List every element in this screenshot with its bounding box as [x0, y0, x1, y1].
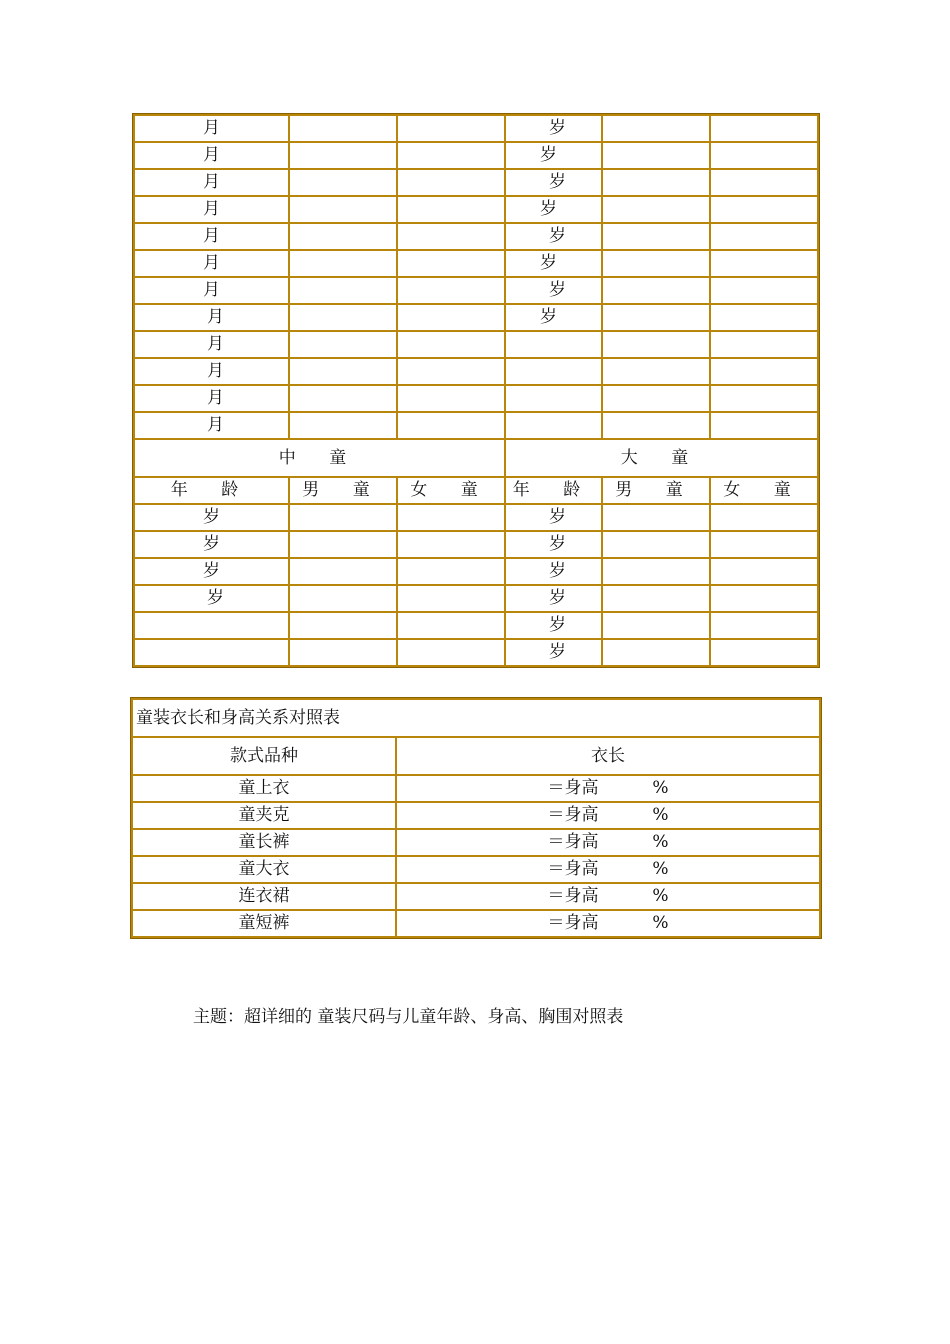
- style-cell: 童短裤: [132, 910, 396, 937]
- empty-cell: [710, 531, 818, 558]
- right-age-cell: 岁: [505, 612, 602, 639]
- empty-cell: [397, 385, 505, 412]
- formula-cell: [396, 883, 820, 910]
- empty-cell: [289, 250, 397, 277]
- age-year-cell: 岁: [505, 304, 602, 331]
- length-height-table: [131, 698, 821, 938]
- left-age-cell: 岁: [134, 504, 289, 531]
- empty-cell: [602, 169, 710, 196]
- age-month-cell: 月: [134, 142, 289, 169]
- style-cell: 童长裤: [132, 829, 396, 856]
- empty-cell: [602, 639, 710, 666]
- age-month-cell: 月: [134, 412, 289, 439]
- infant-row: [134, 304, 818, 331]
- left-age-cell: 岁: [134, 585, 289, 612]
- empty-cell: [710, 196, 818, 223]
- empty-cell: [289, 169, 397, 196]
- empty-cell: [602, 585, 710, 612]
- age-year-cell: 岁: [505, 115, 602, 142]
- age-year-cell: [505, 358, 602, 385]
- empty-cell: [602, 304, 710, 331]
- empty-cell: [289, 639, 397, 666]
- empty-cell: [710, 331, 818, 358]
- empty-cell: [710, 639, 818, 666]
- style-cell: 童夹克: [132, 802, 396, 829]
- formula-cell: [396, 829, 820, 856]
- empty-cell: [289, 331, 397, 358]
- style-cell: 童上衣: [132, 775, 396, 802]
- age-month-cell: 月: [134, 304, 289, 331]
- infant-row: [134, 331, 818, 358]
- empty-cell: [710, 142, 818, 169]
- empty-cell: [602, 504, 710, 531]
- formula-text: ＝身高: [547, 778, 599, 798]
- formula-cell: [396, 856, 820, 883]
- infant-row: [134, 277, 818, 304]
- child-row: [134, 585, 818, 612]
- age-month-cell: 月: [134, 196, 289, 223]
- empty-cell: [602, 277, 710, 304]
- column-header: 女 童: [710, 477, 818, 504]
- infant-row: [134, 385, 818, 412]
- empty-cell: [602, 385, 710, 412]
- percent-sign: %: [652, 886, 669, 906]
- child-row: [134, 504, 818, 531]
- empty-cell: [397, 277, 505, 304]
- empty-cell: [289, 385, 397, 412]
- style-cell: 童大衣: [132, 856, 396, 883]
- formula-cell: [396, 775, 820, 802]
- empty-cell: [710, 115, 818, 142]
- percent-sign: %: [652, 913, 669, 933]
- infant-row: [134, 223, 818, 250]
- age-year-cell: 岁: [505, 142, 602, 169]
- age-year-cell: 岁: [505, 250, 602, 277]
- age-month-cell: 月: [134, 169, 289, 196]
- percent-sign: %: [652, 832, 669, 852]
- empty-cell: [397, 304, 505, 331]
- empty-cell: [602, 331, 710, 358]
- empty-cell: [710, 250, 818, 277]
- empty-cell: [289, 277, 397, 304]
- child-row: [134, 558, 818, 585]
- infant-row: [134, 169, 818, 196]
- empty-cell: [397, 196, 505, 223]
- formula-text: ＝身高: [547, 913, 599, 933]
- formula-cell: [396, 802, 820, 829]
- empty-cell: [289, 358, 397, 385]
- column-header: 男 童: [602, 477, 710, 504]
- right-age-cell: 岁: [505, 558, 602, 585]
- age-month-cell: 月: [134, 331, 289, 358]
- age-month-cell: 月: [134, 223, 289, 250]
- empty-cell: [289, 223, 397, 250]
- column-header-row: [132, 737, 820, 775]
- section-middle-child: 中 童: [134, 439, 505, 477]
- table-title: 童装衣长和身高关系对照表: [132, 699, 820, 737]
- percent-sign: %: [652, 805, 669, 825]
- length-row: [132, 883, 820, 910]
- length-row: [132, 802, 820, 829]
- empty-cell: [397, 639, 505, 666]
- column-header-length: 衣长: [396, 737, 820, 775]
- empty-cell: [397, 504, 505, 531]
- left-age-cell: [134, 612, 289, 639]
- section-older-child: 大 童: [505, 439, 818, 477]
- empty-cell: [289, 612, 397, 639]
- empty-cell: [289, 304, 397, 331]
- table-title-row: [132, 699, 820, 737]
- age-month-cell: 月: [134, 277, 289, 304]
- right-age-cell: 岁: [505, 639, 602, 666]
- infant-row: [134, 412, 818, 439]
- formula-text: ＝身高: [547, 832, 599, 852]
- empty-cell: [602, 612, 710, 639]
- infant-row: [134, 142, 818, 169]
- empty-cell: [289, 585, 397, 612]
- left-age-cell: 岁: [134, 531, 289, 558]
- child-row: [134, 531, 818, 558]
- right-age-cell: 岁: [505, 504, 602, 531]
- empty-cell: [397, 331, 505, 358]
- empty-cell: [602, 558, 710, 585]
- empty-cell: [710, 304, 818, 331]
- age-month-cell: 月: [134, 250, 289, 277]
- empty-cell: [710, 385, 818, 412]
- empty-cell: [602, 115, 710, 142]
- empty-cell: [710, 169, 818, 196]
- formula-text: ＝身高: [547, 859, 599, 879]
- empty-cell: [710, 277, 818, 304]
- empty-cell: [710, 612, 818, 639]
- empty-cell: [289, 558, 397, 585]
- empty-cell: [289, 504, 397, 531]
- age-month-cell: 月: [134, 385, 289, 412]
- infant-row: [134, 358, 818, 385]
- empty-cell: [710, 223, 818, 250]
- size-chart-table: [133, 114, 819, 667]
- length-row: [132, 829, 820, 856]
- infant-row: [134, 250, 818, 277]
- formula-cell: [396, 910, 820, 937]
- left-age-cell: 岁: [134, 558, 289, 585]
- empty-cell: [710, 558, 818, 585]
- length-row: [132, 775, 820, 802]
- empty-cell: [289, 531, 397, 558]
- section-header-row: [134, 439, 818, 477]
- age-month-cell: 月: [134, 358, 289, 385]
- empty-cell: [397, 223, 505, 250]
- empty-cell: [397, 612, 505, 639]
- empty-cell: [602, 412, 710, 439]
- empty-cell: [397, 531, 505, 558]
- empty-cell: [710, 504, 818, 531]
- age-year-cell: 岁: [505, 277, 602, 304]
- empty-cell: [289, 142, 397, 169]
- age-year-cell: 岁: [505, 196, 602, 223]
- age-year-cell: 岁: [505, 223, 602, 250]
- style-cell: 连衣裙: [132, 883, 396, 910]
- empty-cell: [397, 115, 505, 142]
- percent-sign: %: [652, 859, 669, 879]
- empty-cell: [397, 585, 505, 612]
- empty-cell: [710, 358, 818, 385]
- age-year-cell: 岁: [505, 169, 602, 196]
- empty-cell: [602, 531, 710, 558]
- percent-sign: %: [652, 778, 669, 798]
- age-year-cell: [505, 412, 602, 439]
- column-header-style: 款式品种: [132, 737, 396, 775]
- document-footer: 主题：超详细的 童装尺码与儿童年龄、身高、胸围对照表: [193, 1007, 624, 1027]
- age-year-cell: [505, 331, 602, 358]
- column-header: 男 童: [289, 477, 397, 504]
- empty-cell: [602, 250, 710, 277]
- infant-row: [134, 196, 818, 223]
- column-header: 年 龄: [134, 477, 289, 504]
- empty-cell: [289, 196, 397, 223]
- age-month-cell: 月: [134, 115, 289, 142]
- empty-cell: [397, 558, 505, 585]
- length-row: [132, 856, 820, 883]
- right-age-cell: 岁: [505, 585, 602, 612]
- empty-cell: [602, 358, 710, 385]
- right-age-cell: 岁: [505, 531, 602, 558]
- empty-cell: [289, 412, 397, 439]
- formula-text: ＝身高: [547, 886, 599, 906]
- column-header-row: [134, 477, 818, 504]
- empty-cell: [602, 142, 710, 169]
- empty-cell: [602, 223, 710, 250]
- infant-row: [134, 115, 818, 142]
- empty-cell: [602, 196, 710, 223]
- formula-text: ＝身高: [547, 805, 599, 825]
- empty-cell: [397, 358, 505, 385]
- empty-cell: [397, 142, 505, 169]
- column-header: 年 龄: [505, 477, 602, 504]
- empty-cell: [397, 250, 505, 277]
- length-row: [132, 910, 820, 937]
- empty-cell: [397, 169, 505, 196]
- empty-cell: [710, 412, 818, 439]
- age-year-cell: [505, 385, 602, 412]
- child-row: [134, 612, 818, 639]
- column-header: 女 童: [397, 477, 505, 504]
- child-row: [134, 639, 818, 666]
- left-age-cell: [134, 639, 289, 666]
- empty-cell: [710, 585, 818, 612]
- empty-cell: [397, 412, 505, 439]
- empty-cell: [289, 115, 397, 142]
